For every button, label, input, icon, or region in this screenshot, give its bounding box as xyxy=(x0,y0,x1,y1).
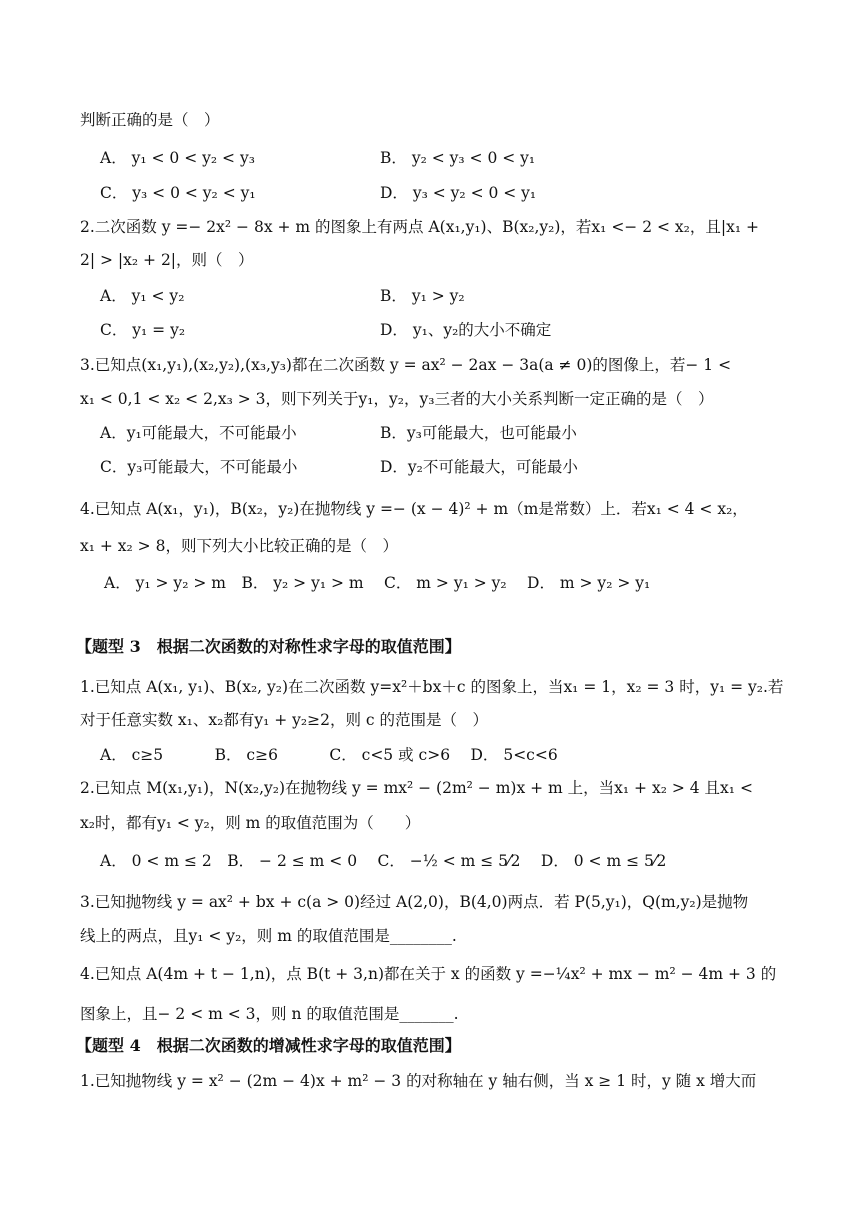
q3-option-c: C．y₃可能最大，不可能最小 xyxy=(100,458,298,476)
q3-option-d: D．y₂不可能最大，可能最小 xyxy=(380,458,578,476)
q2-option-b: B． y₁ > y₂ xyxy=(380,287,465,305)
s3-question-4-line-2: 图象上，且− 2 < m < 3，则 n 的取值范围是_______. xyxy=(80,1005,459,1023)
s3-question-2-line-2: x₂时，都有y₁ < y₂，则 m 的取值范围为（ ） xyxy=(80,814,421,832)
s3-q2-options: A． 0 < m ≤ 2 B． − 2 ≤ m < 0 C． −½ < m ≤ 5⁄2 D． 0 < m ≤ 5⁄2 xyxy=(100,852,667,870)
question-2-line-1: 2.二次函数 y =− 2x² − 8x + m 的图象上有两点 A(x₁,y₁)、B(x₂,y₂)，若x₁ <− 2 < x₂，且|x₁ + xyxy=(80,218,759,236)
q2-option-a: A． y₁ < y₂ xyxy=(100,287,185,305)
s3-question-1-line-2: 对于任意实数 x₁、x₂都有y₁ + y₂≥2，则 c 的范围是（ ） xyxy=(80,711,489,729)
option-b: B． y₂ < y₃ < 0 < y₁ xyxy=(380,149,536,167)
question-3-line-2: x₁ < 0,1 < x₂ < 2,x₃ > 3，则下列关于y₁，y₂，y₃三者的大小关系判断一定正确的是（ ） xyxy=(80,390,714,408)
q3-option-a: A．y₁可能最大，不可能最小 xyxy=(100,424,297,442)
option-d: D． y₃ < y₂ < 0 < y₁ xyxy=(380,184,537,202)
question-4-line-2: x₁ + x₂ > 8，则下列大小比较正确的是（ ） xyxy=(80,537,398,555)
s4-question-1-line-1: 1.已知抛物线 y = x² − (2m − 4)x + m² − 3 的对称轴在 y 轴右侧，当 x ≥ 1 时，y 随 x 增大而 xyxy=(80,1072,757,1090)
q4-options: A． y₁ > y₂ > m B． y₂ > y₁ > m C． m > y₁ > y₂ D． m > y₂ > y₁ xyxy=(104,574,651,592)
option-a: A． y₁ < 0 < y₂ < y₃ xyxy=(100,149,255,167)
s3-question-1-line-1: 1.已知点 A(x₁, y₁)、B(x₂, y₂)在二次函数 y=x²＋bx＋c 的图象上，当x₁ = 1，x₂ = 3 时，y₁ = y₂.若 xyxy=(80,678,784,696)
option-c: C． y₃ < 0 < y₂ < y₁ xyxy=(100,184,256,202)
section-heading-4: 【题型 4 根据二次函数的增减性求字母的取值范围】 xyxy=(76,1036,461,1055)
s3-question-2-line-1: 2.已知点 M(x₁,y₁)，N(x₂,y₂)在抛物线 y = mx² − (2m² − m)x + m 上，当x₁ + x₂ > 4 且x₁ < xyxy=(80,779,753,797)
q2-option-c: C． y₁ = y₂ xyxy=(100,321,186,339)
question-4-line-1: 4.已知点 A(x₁，y₁)，B(x₂，y₂)在抛物线 y =− (x − 4)² + m（m是常数）上．若x₁ < 4 < x₂， xyxy=(80,500,748,518)
question-intro-tail: 判断正确的是（ ） xyxy=(80,111,220,129)
question-3-line-1: 3.已知点(x₁,y₁),(x₂,y₂),(x₃,y₃)都在二次函数 y = ax² − 2ax − 3a(a ≠ 0)的图像上，若− 1 < xyxy=(80,356,732,374)
question-2-line-2: 2| > |x₂ + 2|，则（ ） xyxy=(80,251,254,269)
s3-question-3-line-2: 线上的两点，且y₁ < y₂，则 m 的取值范围是________. xyxy=(80,927,457,945)
q3-option-b: B．y₃可能最大，也可能最小 xyxy=(380,424,577,442)
section-heading-3: 【题型 3 根据二次函数的对称性求字母的取值范围】 xyxy=(76,637,461,656)
s3-question-3-line-1: 3.已知抛物线 y = ax² + bx + c(a > 0)经过 A(2,0)，B(4,0)两点．若 P(5,y₁)，Q(m,y₂)是抛物 xyxy=(80,893,749,911)
s3-question-4-line-1: 4.已知点 A(4m + t − 1,n)，点 B(t + 3,n)都在关于 x 的函数 y =−¼x² + mx − m² − 4m + 3 的 xyxy=(80,965,777,983)
s3-q1-options: A． c≥5 B． c≥6 C． c<5 或 c>6 D． 5<c<6 xyxy=(100,746,558,764)
q2-option-d: D． y₁、y₂的大小不确定 xyxy=(380,321,552,339)
